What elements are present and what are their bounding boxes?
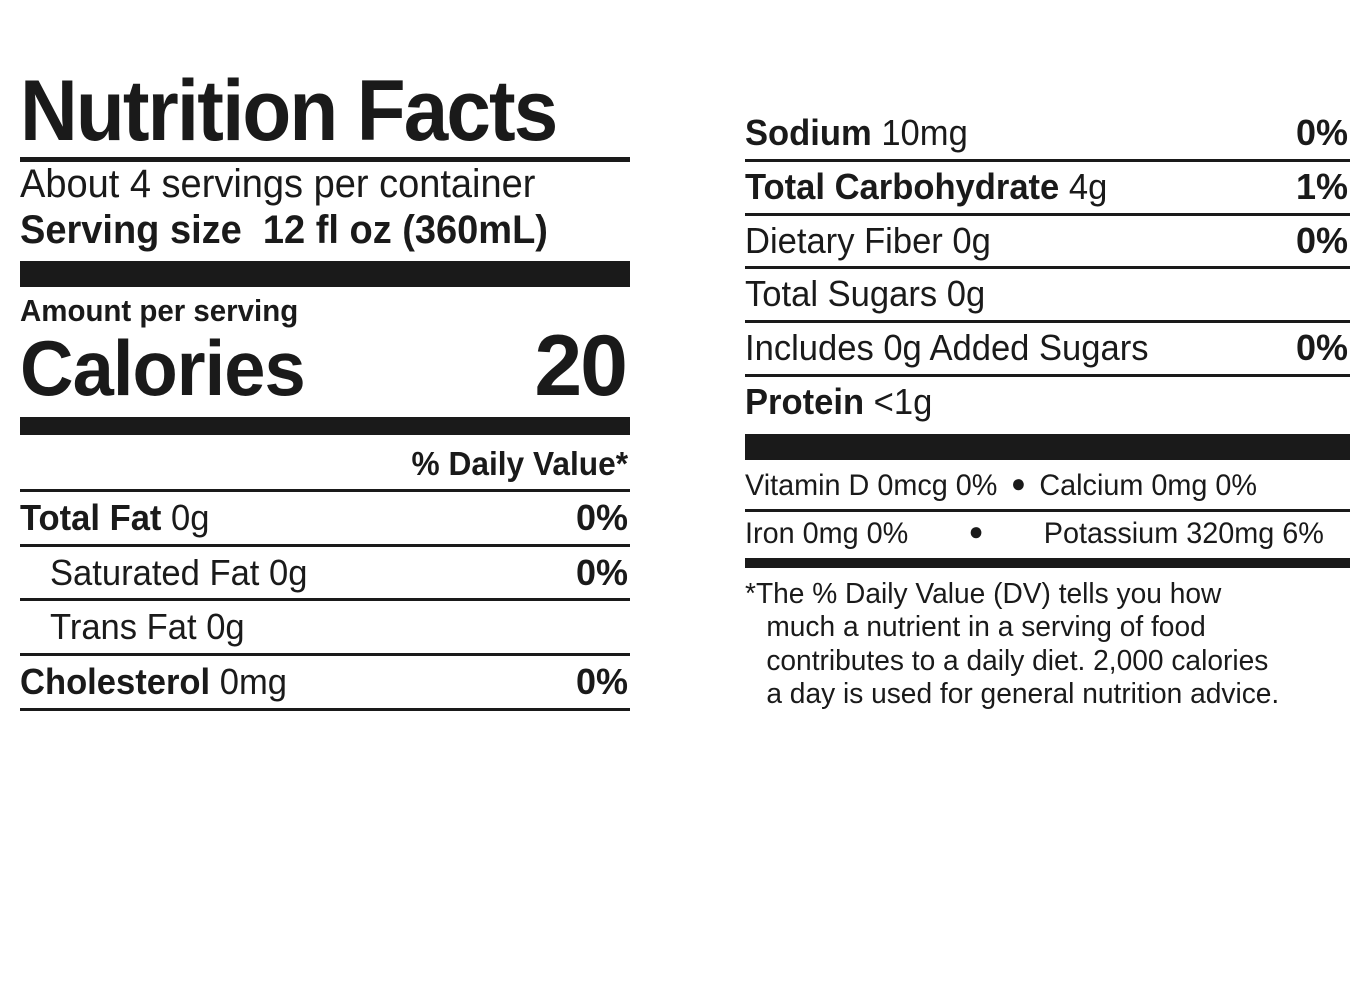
micronutrient-row-vitamin-d-calcium: [745, 464, 1326, 510]
daily-value-footnote: [745, 568, 1332, 713]
nutrient-percent: 0%: [575, 496, 628, 538]
bullet-icon: ●: [1010, 467, 1026, 498]
footnote-line: contributes to a daily diet. 2,000 calories: [766, 644, 1269, 677]
micronutrient-calcium: Calcium 0mg 0%: [1039, 468, 1258, 502]
nutrient-row-total-carbohydrate: [745, 162, 1350, 213]
nutrient-name: Protein <1g: [745, 380, 933, 422]
nutrient-percent: 0%: [1295, 112, 1348, 153]
calories-value: 20: [534, 317, 626, 414]
nutrient-name: Total Fat 0g: [20, 496, 210, 538]
micronutrient-row-iron-potassium: [745, 512, 1326, 558]
nutrient-percent: 0%: [575, 551, 628, 593]
nutrient-row-added-sugars: [745, 323, 1350, 374]
row-divider: [20, 708, 630, 711]
nutrient-row-saturated-fat: [20, 547, 630, 599]
nutrition-facts-left-panel: [20, 0, 630, 1000]
nutrient-row-sodium: [745, 108, 1350, 159]
amount-per-serving-label: Amount per serving: [20, 292, 299, 328]
micronutrient-section-bar: [745, 434, 1350, 460]
footnote-line: a day is used for general nutrition advice.: [766, 678, 1280, 711]
daily-value-header: % Daily Value*: [411, 444, 629, 482]
nutrient-percent: 1%: [1295, 165, 1348, 207]
nutrient-row-cholesterol: [20, 656, 630, 708]
footnote-divider: [745, 558, 1350, 568]
serving-section-bar: [20, 261, 630, 287]
page-title: Nutrition Facts: [20, 63, 557, 159]
serving-size: [20, 207, 600, 255]
nutrient-name: Trans Fat 0g: [50, 606, 245, 648]
nutrient-percent: 0%: [1295, 219, 1348, 261]
micronutrient-potassium: Potassium 320mg 6%: [1043, 517, 1324, 550]
nutrient-row-total-sugars: [745, 269, 1350, 320]
calories-section-bar: [20, 417, 630, 435]
nutrient-name: Includes 0g Added Sugars: [745, 327, 1149, 368]
nutrient-name: Total Carbohydrate 4g: [745, 165, 1108, 207]
serving-size-label: Serving size: [20, 207, 242, 252]
bullet-icon: ●: [968, 516, 984, 546]
nutrient-name: Saturated Fat 0g: [50, 551, 308, 593]
nutrient-name: Total Sugars 0g: [745, 273, 986, 315]
nutrient-row-trans-fat: [20, 601, 630, 653]
nutrient-row-protein: [745, 377, 1350, 428]
nutrient-percent: 0%: [575, 661, 628, 703]
nutrient-name: Cholesterol 0mg: [20, 661, 287, 703]
nutrient-row-total-fat: [20, 492, 630, 544]
calories-label: Calories: [20, 323, 305, 412]
nutrient-row-dietary-fiber: [745, 216, 1350, 267]
footnote-line: much a nutrient in a serving of food: [766, 611, 1206, 644]
nutrient-percent: 0%: [1295, 327, 1348, 368]
nutrient-name: Sodium 10mg: [745, 112, 968, 153]
footnote-line: *The % Daily Value (DV) tells you how: [745, 577, 1222, 610]
servings-per-container: About 4 servings per container: [20, 162, 536, 207]
nutrient-name: Dietary Fiber 0g: [745, 219, 991, 261]
nutrition-facts-right-panel: [745, 0, 1350, 1000]
micronutrient-vitamin-d: Vitamin D 0mcg 0%: [745, 468, 998, 502]
serving-size-value: 12 fl oz (360mL): [262, 207, 548, 252]
calories-row: [20, 317, 630, 414]
micronutrient-iron: Iron 0mg 0%: [745, 517, 909, 550]
